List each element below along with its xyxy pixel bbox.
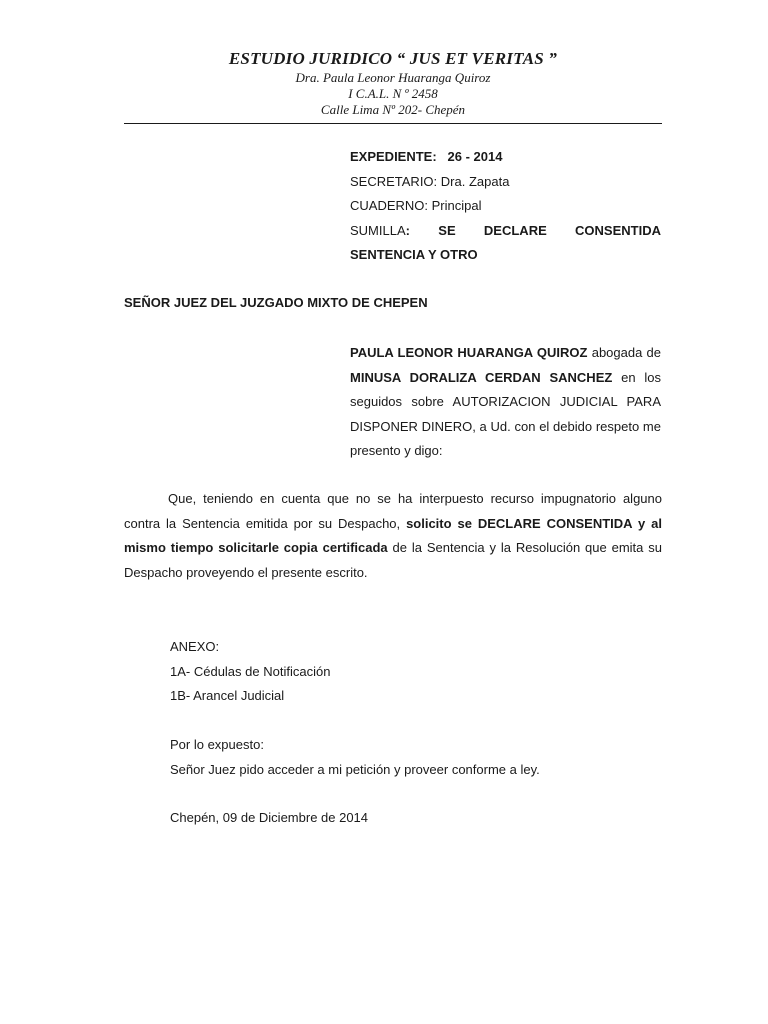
annex-item: 1B- Arancel Judicial — [170, 688, 285, 703]
lawyer-name: PAULA LEONOR HUARANGA QUIROZ — [350, 345, 588, 360]
expediente-row — [350, 145, 661, 170]
body-text-1: Que, teniendo en cuenta que no se ha interpuesto recurso impugnatorio alguno contra la Sentencia emitida por su Despacho, — [124, 491, 662, 531]
date-line: Chepén, 09 de Diciembre de 2014 — [170, 810, 369, 825]
secretario-label: SECRETARIO: — [350, 173, 438, 189]
cuaderno-row — [350, 194, 661, 219]
body-request: solicito se DECLARE CONSENTIDA y al mismo tiempo solicitarle copia certificada — [124, 515, 662, 555]
main-paragraph — [124, 487, 662, 585]
expediente-value: 26 - 2014 — [447, 149, 503, 164]
sumilla-colon: : — [405, 222, 410, 238]
closing-line-2: Señor Juez pido acceder a mi petición y proveer conforme a ley. — [170, 761, 540, 777]
firm-name: ESTUDIO JURIDICO “ JUS ET VERITAS ” — [228, 49, 558, 68]
sumilla-text-line1: SE DECLARE CONSENTIDA — [438, 222, 661, 238]
body-text-2: de la Sentencia y la Resolución que emita su Despacho proveyendo el presente escrito. — [124, 540, 662, 580]
sumilla-label: SUMILLA — [350, 222, 406, 238]
closing-section — [170, 733, 540, 782]
cuaderno-value: Principal — [431, 198, 482, 213]
case-details — [350, 145, 661, 268]
addressee: SEÑOR JUEZ DEL JUZGADO MIXTO DE CHEPEN — [124, 295, 428, 310]
sumilla-row-2 — [350, 243, 661, 268]
closing-line-1: Por lo expuesto: — [170, 737, 264, 752]
annex-section — [170, 635, 330, 709]
intro-text-2: en los seguidos sobre AUTORIZACION JUDICIAL PARA DISPONER DINERO, a Ud. con el debido respeto me presento y digo: — [350, 369, 661, 458]
firm-address: Calle Lima Nº 202- Chepén — [320, 102, 466, 117]
cuaderno-label: CUADERNO: — [350, 198, 429, 213]
header-divider — [124, 123, 662, 124]
lawyer-name-header: Dra. Paula Leonor Huaranga Quiroz — [295, 70, 491, 85]
sumilla-row — [350, 219, 661, 244]
intro-paragraph — [350, 341, 661, 464]
annex-item: 1A- Cédulas de Notificación — [170, 663, 331, 679]
secretario-row — [350, 170, 661, 195]
client-name: MINUSA DORALIZA CERDAN SANCHEZ — [350, 369, 613, 385]
secretario-value: Dra. Zapata — [440, 173, 510, 189]
letterhead — [124, 48, 662, 118]
sumilla-text-line2: SENTENCIA Y OTRO — [350, 247, 478, 262]
registration-number: I C.A.L. N º 2458 — [348, 86, 438, 101]
expediente-label: EXPEDIENTE: — [350, 149, 437, 164]
intro-text-1: abogada de — [587, 345, 661, 360]
annex-title: ANEXO: — [170, 639, 220, 654]
